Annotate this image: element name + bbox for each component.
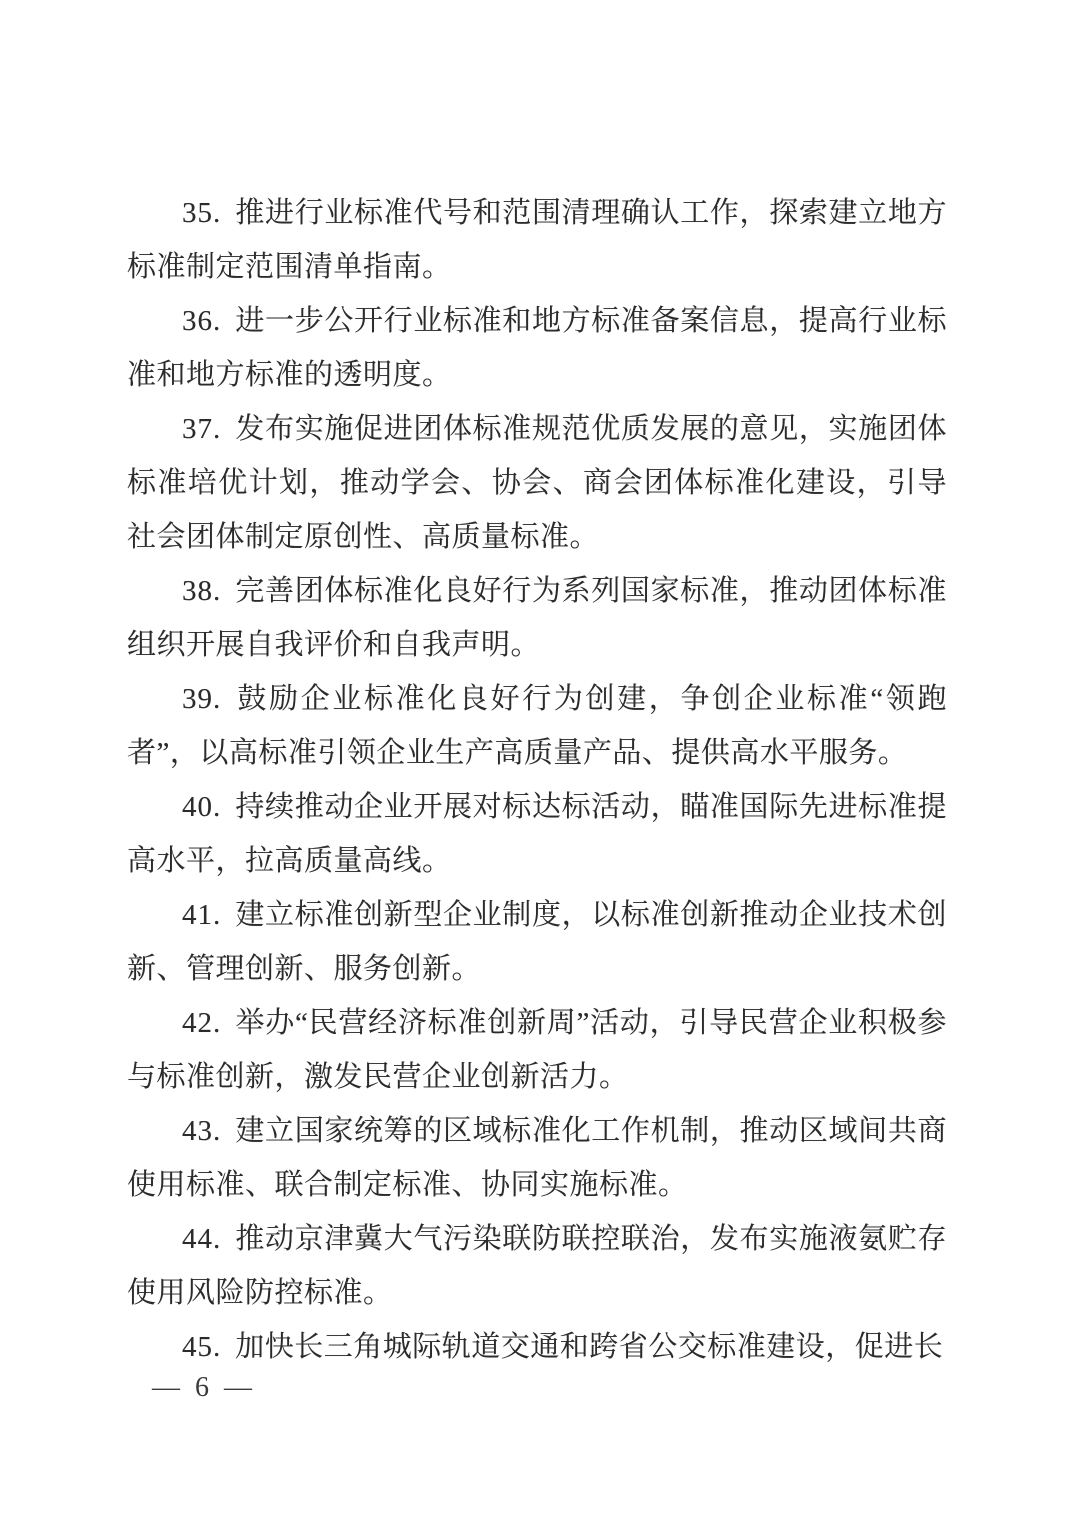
item-text: 建立标准创新型企业制度，以标准创新推动企业技术创新、管理创新、服务创新。 [127, 899, 947, 985]
item-text: 加快长三角城际轨道交通和跨省公交标准建设，促进长 [235, 1331, 944, 1363]
item-number: 42. [182, 1007, 222, 1039]
item-text: 进一步公开行业标准和地方标准备案信息，提高行业标准和地方标准的透明度。 [127, 305, 947, 391]
item-text: 推动京津冀大气污染联防联控联治，发布实施液氨贮存使用风险防控标准。 [127, 1223, 947, 1309]
item-text: 持续推动企业开展对标达标活动，瞄准国际先进标准提高水平，拉高质量高线。 [127, 791, 947, 877]
list-item-44 [127, 1212, 947, 1320]
page-number: — 6 — [152, 1372, 256, 1403]
item-text: 推进行业标准代号和范围清理确认工作，探索建立地方标准制定范围清单指南。 [127, 197, 947, 283]
item-number: 43. [182, 1115, 222, 1147]
item-text: 鼓励企业标准化良好行为创建，争创企业标准“领跑者”，以高标准引领企业生产高质量产品、提供高水平服务。 [127, 683, 947, 769]
list-item-41 [127, 888, 947, 996]
list-item-43 [127, 1104, 947, 1212]
item-number: 41. [182, 899, 222, 931]
list-item-40 [127, 780, 947, 888]
document-body [127, 186, 947, 1374]
item-number: 39. [182, 683, 222, 715]
item-number: 37. [182, 413, 222, 445]
item-text: 完善团体标准化良好行为系列国家标准，推动团体标准组织开展自我评价和自我声明。 [127, 575, 947, 661]
list-item-36 [127, 294, 947, 402]
list-item-39 [127, 672, 947, 780]
list-item-37 [127, 402, 947, 564]
item-text: 建立国家统筹的区域标准化工作机制，推动区域间共商使用标准、联合制定标准、协同实施标准。 [127, 1115, 947, 1201]
list-item-35 [127, 186, 947, 294]
item-number: 36. [182, 305, 222, 337]
list-item-38 [127, 564, 947, 672]
item-text: 举办“民营经济标准创新周”活动，引导民营企业积极参与标准创新，激发民营企业创新活力。 [127, 1007, 947, 1093]
item-number: 40. [182, 791, 222, 823]
item-text: 发布实施促进团体标准规范优质发展的意见，实施团体标准培优计划，推动学会、协会、商会团体标准化建设，引导社会团体制定原创性、高质量标准。 [127, 413, 947, 553]
item-number: 45. [182, 1331, 222, 1363]
item-number: 35. [182, 197, 222, 229]
item-number: 38. [182, 575, 222, 607]
list-item-45 [127, 1320, 947, 1374]
item-number: 44. [182, 1223, 222, 1255]
list-item-42 [127, 996, 947, 1104]
